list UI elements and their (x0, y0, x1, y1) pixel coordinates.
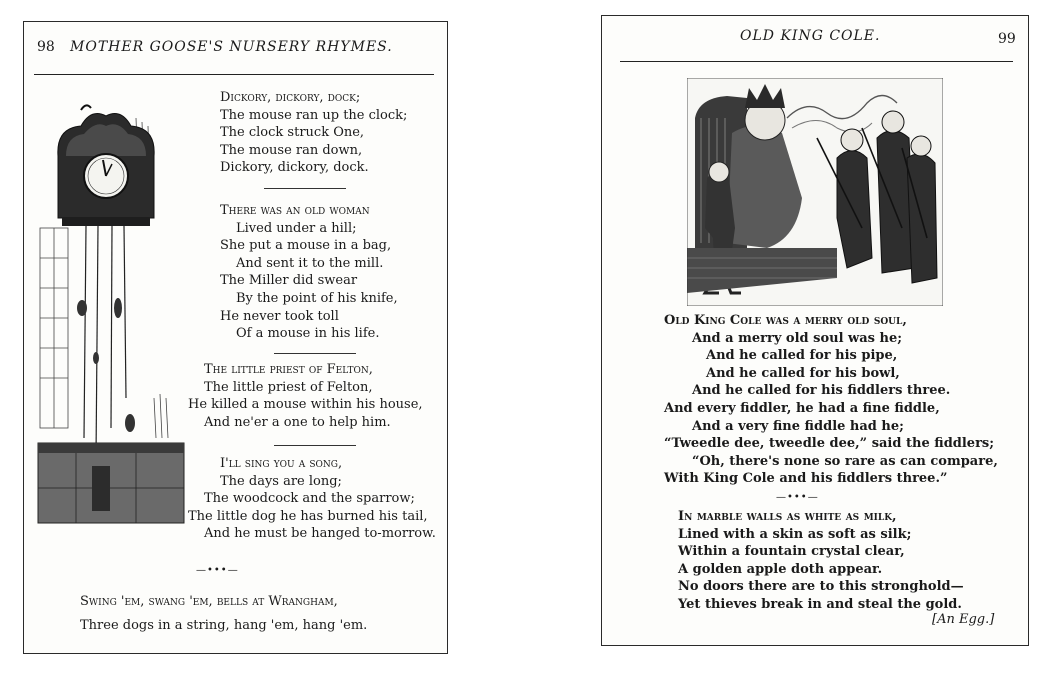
poem-line: By the point of his knife, (236, 291, 398, 306)
poem-line: He killed a mouse within his house, (188, 397, 423, 413)
poem-line: He never took toll (220, 308, 339, 324)
riddle-answer: [An Egg.] (932, 612, 995, 627)
poem-line: And he called for his fiddlers three. (692, 383, 951, 399)
poem-line: The little priest of Felton, (204, 362, 373, 377)
ornament: —•••— (196, 565, 239, 576)
poem-line: The clock struck One, (220, 125, 365, 141)
poem-line: And a merry old soul was he; (692, 330, 903, 346)
right-page (601, 15, 1029, 646)
poem-line: Three dogs in a string, hang 'em, hang 'em. (80, 618, 368, 633)
poem-line: The little dog he has burned his tail, (188, 508, 428, 524)
ornament: —•••— (776, 492, 819, 503)
poem-line: And he must be hanged to-morrow. (204, 526, 436, 542)
poem-line: Lined with a skin as soft as silk; (678, 526, 912, 542)
section-divider (274, 353, 356, 354)
poem-line: The mouse ran up the clock; (220, 107, 408, 123)
poem-line: Lived under a hill; (236, 220, 357, 236)
section-divider (274, 445, 356, 446)
poem-line: The woodcock and the sparrow; (204, 491, 415, 507)
poem-line: Old King Cole was a merry old soul, (664, 313, 907, 328)
page-number: 99 (998, 31, 1016, 47)
poem-line: Dickory, dickory, dock; (220, 90, 361, 105)
poem-line: A golden apple doth appear. (678, 561, 883, 577)
poem-line: She put a mouse in a bag, (220, 238, 392, 254)
poem-line: And ne'er a one to help him. (204, 414, 391, 430)
header-rule (34, 74, 434, 75)
poem-line: With King Cole and his fiddlers three.” (664, 471, 948, 487)
poem-line: The mouse ran down, (220, 142, 363, 158)
poem-line: And he called for his pipe, (706, 348, 898, 364)
poem-line: The Miller did swear (220, 273, 358, 289)
poem-line: There was an old woman (220, 203, 370, 218)
poem-line: Dickory, dickory, dock. (220, 160, 369, 176)
poem-line: Of a mouse in his life. (236, 326, 380, 342)
poem-line: The little priest of Felton, (204, 379, 373, 395)
section-divider (264, 188, 346, 189)
poem-line: Within a fountain crystal clear, (678, 544, 905, 560)
header-rule (620, 61, 1013, 62)
poem-line: Swing 'em, swang 'em, bells at Wrangham, (80, 594, 338, 609)
poem-line: “Tweedle dee, tweedle dee,” said the fiddlers; (664, 436, 995, 452)
page-number: 98 (37, 39, 55, 55)
poem-line: In marble walls as white as milk, (678, 509, 897, 524)
running-header: OLD KING COLE. (740, 28, 881, 44)
poem-line: Yet thieves break in and steal the gold. (678, 597, 962, 612)
clock-illustration (36, 98, 186, 528)
poem-line: The days are long; (220, 473, 342, 489)
running-header: MOTHER GOOSE'S NURSERY RHYMES. (70, 39, 393, 55)
poem-line: And every fiddler, he had a fine fiddle, (664, 401, 940, 416)
poem-line: I'll sing you a song, (220, 456, 343, 471)
king-cole-illustration (687, 78, 943, 306)
left-page (23, 21, 448, 654)
poem-line: And he called for his bowl, (706, 365, 900, 381)
poem-line: And sent it to the mill. (236, 255, 384, 271)
poem-line: “Oh, there's none so rare as can compare, (692, 453, 998, 469)
poem-line: No doors there are to this stronghold— (678, 579, 964, 595)
poem-line: And a very fine fiddle had he; (692, 418, 904, 434)
